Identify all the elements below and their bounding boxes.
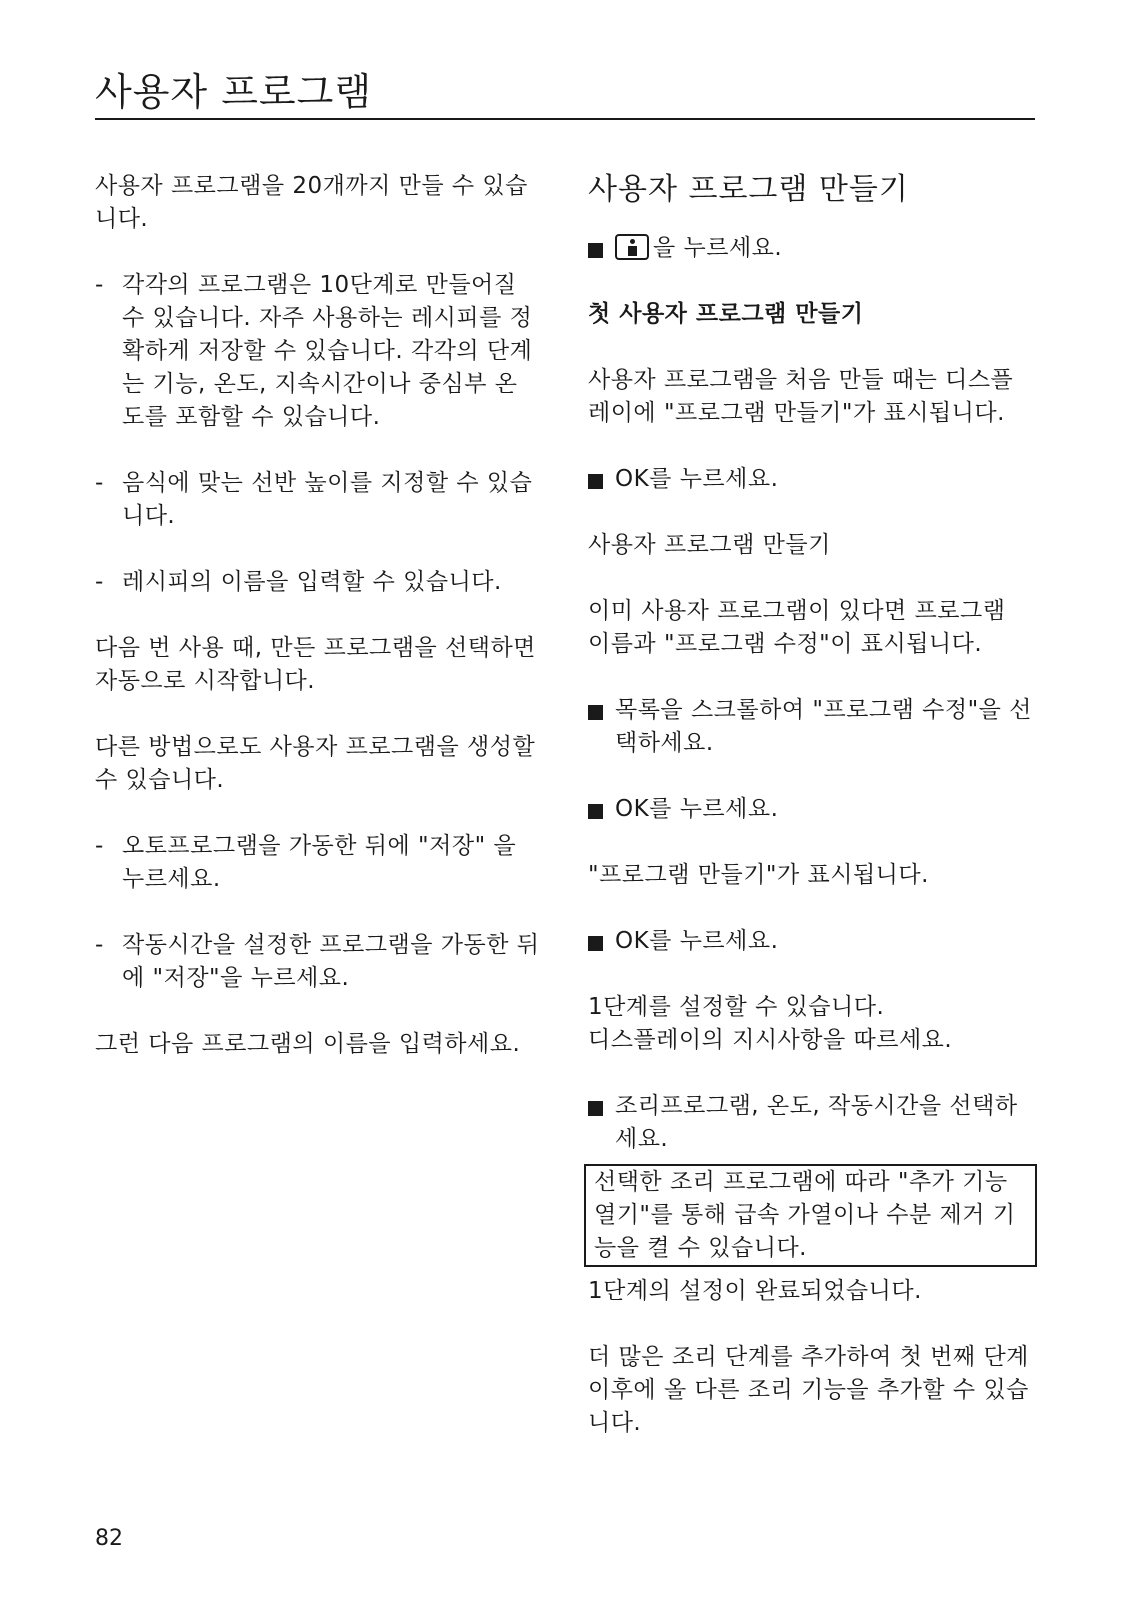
step-text: 조리프로그램, 온도, 작동시간을 선택하세요. — [615, 1093, 1018, 1152]
dash-marker: - — [95, 470, 104, 496]
subheading: 첫 사용자 프로그램 만들기 — [588, 301, 864, 327]
dash-marker: - — [95, 932, 104, 958]
feature-text: 음식에 맞는 선반 높이를 지정할 수 있습니다. — [122, 470, 533, 529]
page-title: 사용자 프로그램 — [95, 70, 373, 114]
step-item — [588, 1090, 1033, 1156]
dash-marker: - — [95, 833, 104, 859]
bullet-square-icon — [588, 243, 603, 258]
feature-text: 레시피의 이름을 입력할 수 있습니다. — [122, 569, 502, 595]
page-number: 82 — [95, 1526, 123, 1551]
step-text: 목록을 스크롤하여 "프로그램 수정"을 선택하세요. — [615, 697, 1032, 756]
method-text: 오토프로그램을 가동한 뒤에 "저장" 을 누르세요. — [122, 833, 517, 892]
right-column — [588, 170, 1033, 1440]
existing-text: 이미 사용자 프로그램이 있다면 프로그램 이름과 "프로그램 수정"이 표시됩니다. — [588, 598, 1006, 657]
step-text: OK를 누르세요. — [615, 796, 779, 822]
method-item — [95, 830, 540, 896]
bullet-square-icon — [588, 804, 603, 819]
next-use-text: 다음 번 사용 때, 만든 프로그램을 선택하면 자동으로 시작합니다. — [95, 635, 536, 694]
method-text: 작동시간을 설정한 프로그램을 가동한 뒤에 "저장"을 누르세요. — [122, 932, 540, 991]
left-column — [95, 170, 540, 1061]
info-key-icon — [615, 234, 649, 260]
step-text: 을 누르세요. — [653, 235, 783, 261]
other-methods-text: 다른 방법으로도 사용자 프로그램을 생성할 수 있습니다. — [95, 734, 536, 793]
title-rule — [95, 118, 1035, 120]
follow-display-text: 디스플레이의 지시사항을 따르세요. — [588, 1027, 953, 1053]
bullet-square-icon — [588, 936, 603, 951]
display-text: 사용자 프로그램 만들기 — [588, 532, 831, 558]
bullet-square-icon — [588, 1101, 603, 1116]
bullet-square-icon — [588, 474, 603, 489]
step-item — [588, 694, 1033, 760]
more-steps-text: 더 많은 조리 단계를 추가하여 첫 번째 단계 이후에 올 다른 조리 기능을 추가할 수 있습니다. — [588, 1344, 1029, 1436]
step-item — [588, 925, 1033, 958]
then-name-text: 그런 다음 프로그램의 이름을 입력하세요. — [95, 1031, 521, 1057]
feature-item — [95, 566, 540, 599]
step1-setup-text: 1단계를 설정할 수 있습니다. — [588, 994, 885, 1020]
step1-done-text: 1단계의 설정이 완료되었습니다. — [588, 1278, 922, 1304]
feature-item — [95, 467, 540, 533]
feature-text: 각각의 프로그램은 10단계로 만들어질 수 있습니다. 자주 사용하는 레시피를 정확하게 저장할 수 있습니다. 각각의 단계는 기능, 온도, 지속시간이나 중심부 온도를 포함할 수 있습니다. — [122, 272, 533, 430]
step-text: OK를 누르세요. — [615, 466, 779, 492]
intro-text: 사용자 프로그램을 20개까지 만들 수 있습니다. — [95, 173, 528, 232]
feature-item — [95, 269, 540, 434]
method-item — [95, 929, 540, 995]
step-item — [588, 463, 1033, 496]
first-time-text: 사용자 프로그램을 처음 만들 때는 디스플레이에 "프로그램 만들기"가 표시됩니다. — [588, 367, 1014, 426]
step-text: OK를 누르세요. — [615, 928, 779, 954]
bullet-square-icon — [588, 705, 603, 720]
step-item — [588, 793, 1033, 826]
section-title: 사용자 프로그램 만들기 — [588, 172, 909, 207]
dash-marker: - — [95, 569, 104, 595]
dash-marker: - — [95, 272, 104, 298]
note-text: 선택한 조리 프로그램에 따라 "추가 기능 열기"를 통해 급속 가열이나 수분 제거 기능을 켤 수 있습니다. — [594, 1169, 1016, 1261]
step-item — [588, 232, 1033, 265]
shown-create-text: "프로그램 만들기"가 표시됩니다. — [588, 862, 929, 888]
note-box — [584, 1164, 1037, 1267]
